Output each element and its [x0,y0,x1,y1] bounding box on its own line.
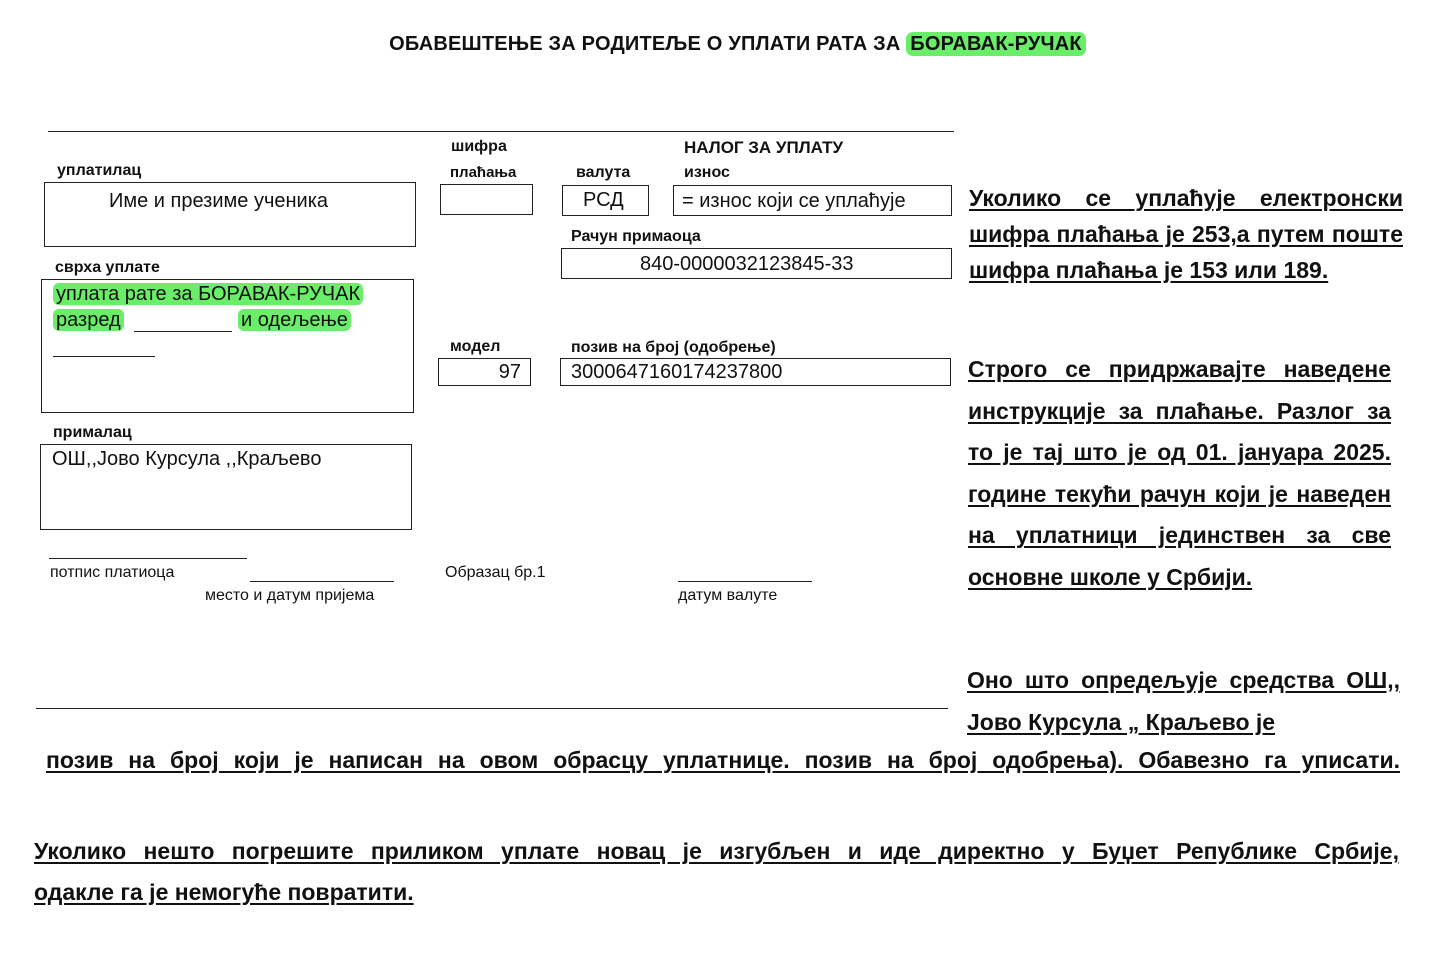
model-value: 97 [498,361,521,383]
currency-label: валута [576,164,631,181]
value-date-line [678,581,812,582]
note-warning-line1: Уколико нешто погрешите приликом уплате новац је изгубљен и иде директно у Буџет Републике Србије, [34,838,1399,864]
page-title [0,33,1439,56]
payment-order-header: НАЛОГ ЗА УПЛАТУ [684,138,844,157]
note-warning-line2: одакле га је немогуће повратити. [34,879,414,905]
payment-code-label-2: плаћања [450,164,517,181]
reference-field[interactable] [560,358,951,386]
payer-value: Име и презиме ученика [109,190,329,212]
reference-label: позив на број (одобрење) [571,339,776,356]
place-date-label: место и датум пријема [205,587,375,604]
place-date-line [250,581,394,582]
payment-code-field[interactable] [440,184,533,215]
purpose-line1: уплата рате за БОРАВАК-РУЧАК [53,283,363,306]
signature-line [49,558,247,559]
model-label: модел [450,338,501,355]
account-label: Рачун примаоца [571,228,701,245]
amount-value: = износ који се уплаћује [682,190,906,212]
class-blank-line [53,356,155,357]
recipient-value: ОШ,,Јово Курсула ,,Краљево [52,448,322,470]
recipient-label: прималац [53,424,132,441]
value-date-label: датум валуте [678,587,778,604]
account-value: 840-0000032123845-33 [640,253,854,275]
note-reference-continued: позив на број који је написан на овом обрасцу уплатнице. позив на број одобрења). Обавезно га уписати. [46,747,1400,773]
model-field[interactable] [438,358,531,386]
signature-label: потпис платиоца [50,564,175,581]
payment-code-label-1: шифра [451,138,507,155]
note-reference-intro: Оно што опредељује средства ОШ,, Јово Курсула „ Краљево је [967,667,1400,735]
grade-blank-line [134,331,232,332]
amount-field[interactable] [673,185,952,216]
currency-value: РСД [583,189,624,211]
note-instructions: Строго се придржавајте наведене инструкције за плаћање. Разлог за то је тај што је од 01. јануара 2025. године текући рачун који је наведен на уплатници јединствен за све основне школе у Србији. [968,356,1391,590]
recipient-box[interactable] [40,444,412,530]
amount-label: износ [684,164,730,181]
title-highlight: БОРАВАК-РУЧАК [906,32,1086,56]
title-prefix: ОБАВЕШТЕЊЕ ЗА РОДИТЕЉЕ О УПЛАТИ РАТА ЗА [389,33,907,55]
purpose-grade: разред [53,309,124,331]
currency-field[interactable] [562,185,649,216]
bottom-rule [36,708,948,709]
purpose-class: и одељење [238,309,351,332]
form-number: Образац бр.1 [445,564,546,581]
top-rule [48,131,954,132]
payer-box[interactable] [44,182,416,247]
purpose-label: сврха уплате [55,259,160,276]
payer-label: уплатилац [57,162,142,179]
purpose-box[interactable] [41,279,414,413]
purpose-line2 [53,309,124,332]
note-electronic-payment: Уколико се уплаћује електронски шифра плаћања је 253,а путем поште шифра плаћања је 153 или 189. [969,185,1403,283]
reference-value: 3000647160174237800 [571,361,783,383]
account-field[interactable] [561,248,952,279]
